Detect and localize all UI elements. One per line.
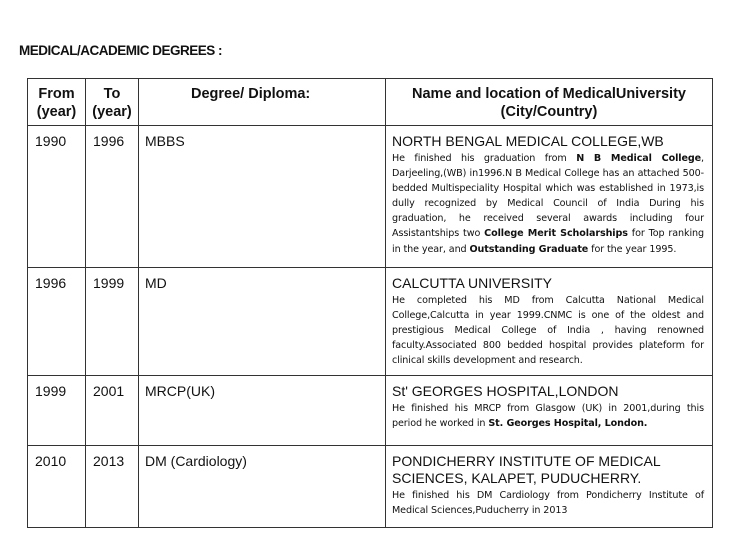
- institution-cell: [386, 268, 713, 376]
- header-from: [28, 79, 86, 126]
- header-row: [28, 79, 713, 126]
- institution-description: [392, 293, 704, 368]
- institution-cell: [386, 446, 713, 528]
- institution-name: NORTH BENGAL MEDICAL COLLEGE,WB: [392, 133, 664, 149]
- institution-cell: [386, 126, 713, 268]
- degree: MD: [139, 268, 386, 376]
- description-text: He completed his MD from Calcutta National Medical College,Calcutta in year 1999.CNMC is one of the oldest and prestigious Medical College of India , having renowned faculty.Associated 800 bedded hospital provides plateform for clinical skills development and research.: [392, 295, 704, 367]
- to-year: 1996: [86, 126, 139, 268]
- from-year: 1999: [28, 376, 86, 446]
- header-from-line2: (year): [36, 104, 77, 120]
- header-to-line2: (year): [92, 104, 132, 120]
- description-text: He finished his graduation from: [392, 153, 577, 164]
- header-name: [386, 79, 713, 126]
- institution-description: [392, 488, 704, 518]
- header-to-line1: To: [103, 86, 121, 102]
- institution-cell: [386, 376, 713, 446]
- description-bold-text: St. Georges Hospital, London.: [488, 418, 648, 430]
- description-text: for Top ranking in the year, and: [392, 228, 705, 255]
- institution-name: PONDICHERRY INSTITUTE OF MEDICAL SCIENCES, KALAPET, PUDUCHERRY.: [392, 453, 661, 486]
- to-year: 2013: [86, 446, 139, 528]
- from-year: 1996: [28, 268, 86, 376]
- section-title: MEDICAL/ACADEMIC DEGREES :: [19, 43, 223, 58]
- header-to: [86, 79, 139, 126]
- header-name-line2: (City/Country): [500, 104, 598, 120]
- header-from-line1: From: [38, 86, 75, 102]
- institution-description: [392, 151, 704, 257]
- from-year: 1990: [28, 126, 86, 268]
- table-row: [28, 376, 713, 446]
- table-row: [28, 126, 713, 268]
- description-text: He finished his MRCP from Glasgow (UK) in 2001,during this period he worked in: [392, 403, 704, 430]
- degrees-table: [27, 78, 713, 528]
- table-row: [28, 268, 713, 376]
- degree: MBBS: [139, 126, 386, 268]
- header-degree-label: Degree/ Diploma:: [191, 86, 311, 102]
- degree: MRCP(UK): [139, 376, 386, 446]
- description-text: for the year 1995.: [588, 243, 677, 255]
- to-year: 2001: [86, 376, 139, 446]
- to-year: 1999: [86, 268, 139, 376]
- from-year: 2010: [28, 446, 86, 528]
- description-bold-text: Outstanding Graduate: [469, 243, 589, 255]
- institution-name: CALCUTTA UNIVERSITY: [392, 275, 552, 291]
- description-bold-text: N B Medical College: [576, 153, 702, 164]
- institution-name: St' GEORGES HOSPITAL,LONDON: [392, 383, 619, 399]
- description-bold-text: College Merit Scholarships: [484, 228, 628, 240]
- degree: DM (Cardiology): [139, 446, 386, 528]
- header-degree: [139, 79, 386, 126]
- header-name-line1: Name and location of MedicalUniversity: [412, 86, 686, 102]
- institution-description: [392, 401, 704, 431]
- table-row: [28, 446, 713, 528]
- description-text: He finished his DM Cardiology from Pondicherry Institute of Medical Sciences,Puducherry in 2013: [392, 490, 704, 517]
- description-text: , Darjeeling,(WB) in1996.N B Medical College has an attached 500-bedded Multispeciality Hospital which was established in 1973,is dully recognized by Medical Council of India During his graduation, he received several awards including four Assistantships two: [392, 153, 704, 240]
